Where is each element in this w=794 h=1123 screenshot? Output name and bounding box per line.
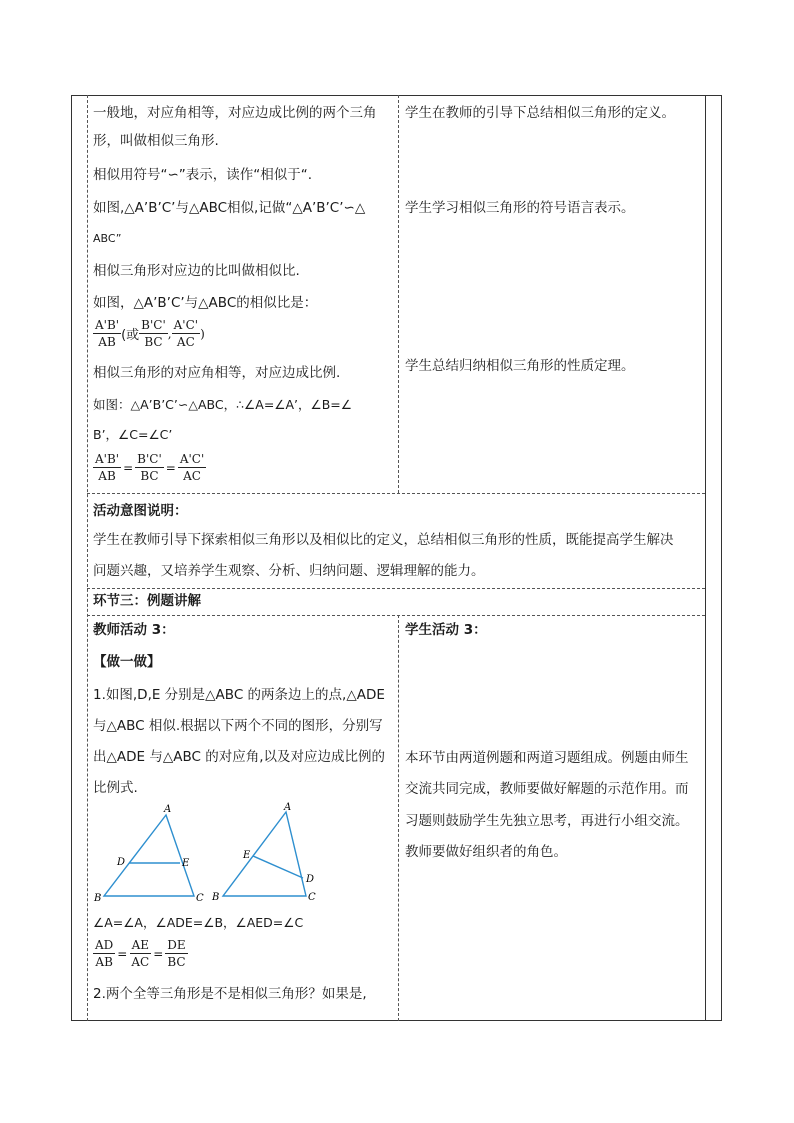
property-text: 相似三角形的对应角相等，对应边成比例. — [93, 365, 341, 381]
row-divider-1 — [87, 493, 705, 494]
fraction: $\frac{A'B'}{AB}$ — [95, 452, 120, 483]
svg-text:A: A — [164, 804, 172, 815]
intent-title: 活动意图说明： — [93, 503, 188, 519]
symbol-text: 相似用符号“∽”表示，读作“相似于“. — [93, 167, 313, 183]
teacher-activity-title: 教师活动 3： — [93, 622, 175, 638]
student-activity-line-3: 习题则鼓励学生先独立思考，再进行小组交流。 — [405, 813, 689, 829]
fraction: $\frac{DE}{BC}$ — [167, 938, 186, 969]
definition-line-2: 形，叫做相似三角形. — [93, 133, 219, 149]
intent-line-2: 问题兴趣，又培养学生观察、分析、归纳问题、逻辑理解的能力。 — [93, 563, 485, 579]
svg-text:A: A — [284, 802, 292, 813]
svg-text:C: C — [308, 892, 316, 903]
svg-text:C: C — [196, 893, 204, 904]
student-activity-line-1: 本环节由两道例题和两道习题组成。例题由师生 — [405, 750, 689, 766]
row-divider-3 — [87, 615, 705, 616]
student-property-summary: 学生总结归纳相似三角形的性质定理。 — [405, 358, 635, 374]
column-divider-bottom — [398, 615, 399, 1021]
property-angles-line-1: 如图：△A’B’C’∽△ABC，∴∠A=∠A’，∠B=∠ — [93, 397, 352, 412]
student-activity-line-2: 交流共同完成，教师要做好解题的示范作用。而 — [405, 781, 689, 797]
question-1-line-2: 与△ABC 相似.根据以下两个不同的图形，分别写 — [93, 718, 383, 734]
svg-text:E: E — [243, 850, 251, 861]
question-1-line-3: 出△ADE 与△ABC 的对应角,以及对应边成比例的 — [93, 749, 385, 765]
table-right-margin-line — [705, 95, 706, 1021]
try-it-heading: 【做一做】 — [93, 654, 161, 670]
ratio-expression: $\frac{A'B'}{AB}$ (或 $\frac{B'C'}{BC}$ , $\frac{A'C'}{AC}$ ) — [95, 318, 205, 349]
figure-1 — [93, 804, 204, 904]
triangle-figures — [90, 800, 340, 910]
ratio-intro: 如图，△A’B’C’与△ABC的相似比是： — [93, 295, 318, 311]
row-divider-2 — [87, 588, 705, 589]
question-1-line-4: 比例式. — [93, 780, 138, 796]
question-2: 2.两个全等三角形是不是相似三角形？如果是, — [93, 986, 367, 1002]
definition-line-1: 一般地，对应角相等，对应边成比例的两个三角 — [93, 105, 377, 121]
fraction: $\frac{A'B'}{AB}$ — [95, 318, 120, 349]
section-title: 环节三：例题讲解 — [93, 593, 201, 609]
table-inner-left-line — [87, 95, 88, 1021]
property-angles-line-2: B’，∠C=∠C’ — [93, 427, 173, 442]
notation-line-1: 如图,△A’B’C’与△ABC相似,记做“△A’B’C’∽△ — [93, 200, 366, 216]
ratio-definition: 相似三角形对应边的比叫做相似比. — [93, 263, 300, 279]
student-activity-title: 学生活动 3： — [405, 622, 487, 638]
student-symbol-learning: 学生学习相似三角形的符号语言表示。 — [405, 200, 635, 216]
fraction: $\frac{AE}{AC}$ — [131, 938, 150, 969]
property-proportion: $\frac{A'B'}{AB}$ = $\frac{B'C'}{BC}$ = $\frac{A'C'}{AC}$ — [95, 452, 205, 483]
example-proportion: $\frac{AD}{AB}$ = $\frac{AE}{AC}$ = $\frac{DE}{BC}$ — [95, 938, 186, 969]
figure-2 — [211, 802, 316, 903]
intent-line-1: 学生在教师引导下探索相似三角形以及相似比的定义，总结相似三角形的性质，既能提高学生解决 — [93, 532, 674, 548]
notation-line-2: ABC” — [93, 232, 122, 245]
student-activity-line-4: 教师要做好组织者的角色。 — [405, 844, 567, 860]
fraction: $\frac{A'C'}{AC}$ — [173, 318, 199, 349]
question-1-line-1: 1.如图,D,E 分别是△ABC 的两条边上的点,△ADE — [93, 687, 385, 703]
svg-text:B: B — [212, 892, 220, 903]
svg-text:B: B — [94, 893, 102, 904]
svg-text:E: E — [182, 858, 190, 869]
fraction: $\frac{A'C'}{AC}$ — [179, 452, 205, 483]
fraction: $\frac{AD}{AB}$ — [95, 938, 114, 969]
column-divider-top — [398, 95, 399, 493]
fraction: $\frac{B'C'}{BC}$ — [141, 318, 166, 349]
svg-text:D: D — [117, 857, 126, 868]
fraction: $\frac{B'C'}{BC}$ — [137, 452, 162, 483]
corresponding-angles: ∠A=∠A，∠ADE=∠B，∠AED=∠C — [93, 915, 304, 930]
student-summary-definition: 学生在教师的引导下总结相似三角形的定义。 — [405, 105, 675, 121]
svg-text:D: D — [306, 874, 315, 885]
